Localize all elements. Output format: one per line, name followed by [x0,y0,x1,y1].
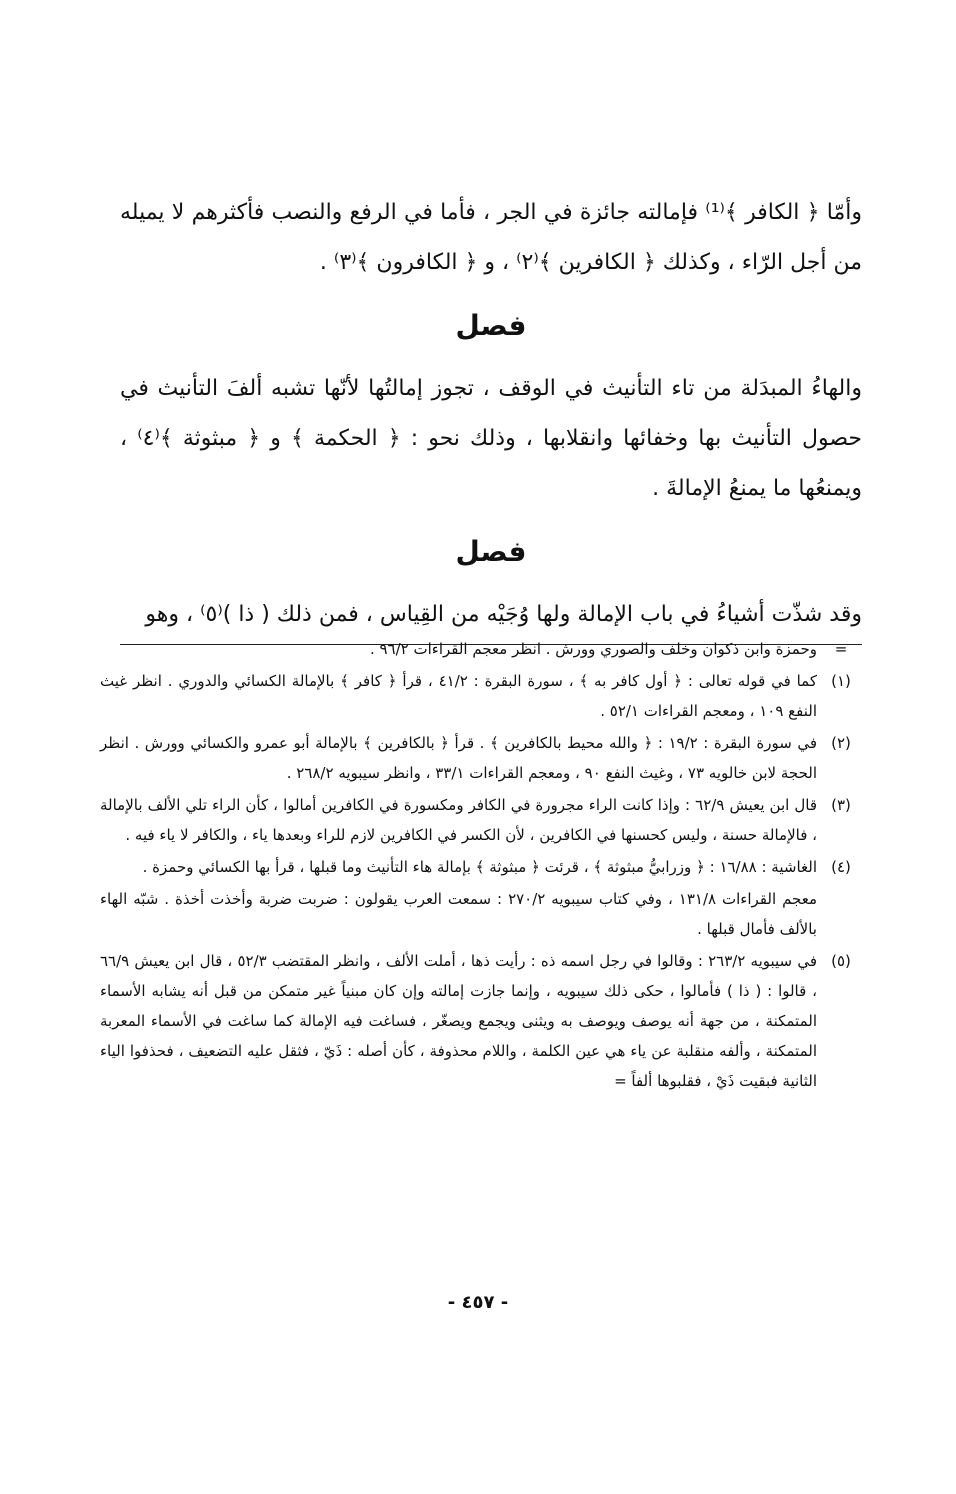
footnotes [100,634,865,1098]
footnote-number: (٥) [831,952,851,970]
page-number: - ٤٥٧ - [447,1292,509,1313]
footnote-1 [100,666,865,726]
main-text [120,188,862,645]
footnote-5 [100,946,865,1096]
footnote-continuation [100,634,865,664]
footnote-continuation-mark: = [834,640,848,658]
footnote-text: في سورة البقرة : ١٩/٢ : ﴿ والله محيط بالكافرين ﴾ . قرأ ﴿ بالكافرين ﴾ بالإمالة أبو عمرو والكسائي وورش . انظر الحجة لابن خالويه ٧٣ ، وغيث النفع ٩٠ ، ومعجم القراءات ٣٣/١ ، وانظر سيبويه ٢٦٨/٢ . [100,734,817,782]
paragraph-3: وقد شذّت أشياءُ في باب الإمالة ولها وُجَيْه من القِياس ، فمن ذلك ( ذا )⁽٥⁾ ، وهو [120,590,862,645]
paragraph-1: وأمّا ﴿ الكافر ﴾⁽¹⁾ فإمالته جائزة في الجر ، فأما في الرفع والنصب فأكثرهم لا يميله من أجل الرّاء ، وكذلك ﴿ الكافرين ﴾⁽٢⁾ ، و ﴿ الكافرون ﴾⁽٣⁾ . [120,200,862,275]
paragraph-2: والهاءُ المبدَلة من تاء التأنيث في الوقف ، تجوز إمالتُها لأنّها تشبه ألفَ التأنيث في حصول التأنيث بها وخفائها وانقلابها ، وذلك نحو : ﴿ الحكمة ﴾ و ﴿ مبثوثة ﴾⁽٤⁾ ، ويمنعُها ما يمنعُ الإمالةَ . [120,376,863,501]
footnote-3 [100,790,865,850]
footnote-number: (٣) [831,796,851,814]
footnote-continuation-text: وحمزة وابن ذكوان وخلف والصوري وورش . انظر معجم القراءات ٩٦/٢ . [369,640,817,658]
footnote-4-continuation: معجم القراءات ١٣١/٨ ، وفي كتاب سيبويه ٢٧٠/٢ : سمعت العرب يقولون : ضربت ضربة وأخذت أخذة . شبّه الهاء بالألف فأمال قبلها . [100,890,818,938]
footnote-number: (١) [831,672,851,690]
footnote-text: كما في قوله تعالى : ﴿ أول كافر به ﴾ ، سورة البقرة : ٤١/٢ ، قرأ ﴿ كافر ﴾ بالإمالة الكسائي والدوري . انظر غيث النفع ١٠٩ ، ومعجم القراءات ٥٢/١ . [100,672,817,720]
footnote-number: (٢) [831,734,851,752]
footnote-text: في سيبويه ٢٦٣/٢ : وقالوا في رجل اسمه ذه : رأيت ذها ، أملت الألف ، وانظر المقتضب ٥٢/٣ ، قال ابن يعيش ٦٦/٩ ، قالوا : ( ذا ) فأمالوا ، حكى ذلك سيبويه ، وإنما جازت إمالته وإن كان مبنياً غير متمكن من قبل أنه يشابه الأسماء المتمكنة ، من جهة أنه يوصف ويوصف به ويثنى ويجمع ويصغّر ، فساغت فيه الإمالة كما ساغت في الأسماء المعربة المتمكنة ، وألفه منقلبة عن ياء هي عين الكلمة ، واللام محذوفة ، كأن أصله : ذَيّ ، فثقل عليه التضعيف ، فحذفوا الياء الثانية فبقيت ذَيْ ، فقلبوها ألفاً = [100,952,817,1090]
footnote-2 [100,728,865,788]
section-heading-1: فصل [455,309,527,342]
footnote-number: (٤) [831,858,851,876]
section-heading-2: فصل [455,535,527,568]
footnote-text: الغاشية : ١٦/٨٨ : ﴿ وزرابيُّ مبثوثة ﴾ ، قرئت ﴿ مبثوثة ﴾ بإمالة هاء التأنيث وما قبلها ، قرأ بها الكسائي وحمزة . [142,858,817,876]
footnote-4 [100,852,865,882]
footnote-text: قال ابن يعيش ٦٢/٩ : وإذا كانت الراء مجرورة في الكافر ومكسورة في الكافرين أمالوا ، كأن الراء تلي الألف بالإمالة ، فالإمالة حسنة ، وليس كحسنها في الكافرين ، لأن الكسر في الكافرين لازم للراء وبعدها ياء ، والكافر لا ياء فيه . [100,796,817,844]
